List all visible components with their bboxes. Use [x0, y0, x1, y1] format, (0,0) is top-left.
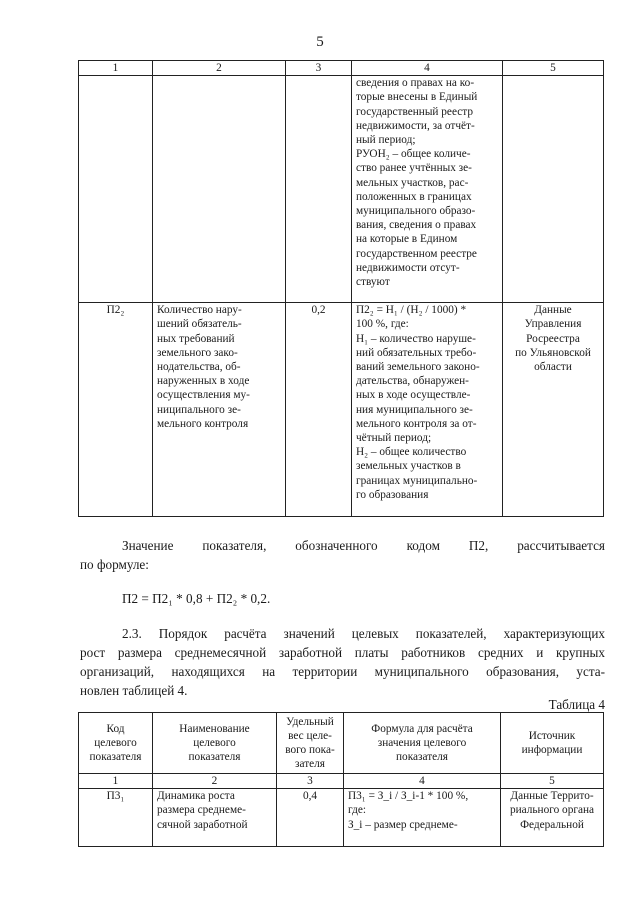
column-number: 2	[153, 61, 286, 76]
indicator-name: Количество нару- шений обязатель- ных требований земельного зако- нодательства, об- наруженных в ходе осуществления му- ниципального зе- мельного контроля	[153, 303, 286, 517]
indicator-code: П3₁	[79, 789, 153, 847]
column-number: 3	[286, 61, 352, 76]
paragraph-section-2-3: новлен таблицей 4.	[80, 683, 188, 698]
paragraph-formula-intro: Значение показателя, обозначенного кодом П2, рассчитывается	[122, 538, 605, 553]
formula-cell: П2₂ = Н₁ / (Н₂ / 1000) * 100 %, где: Н₁ – количество наруше- ний обязательных требо- ваний земельного законо- дательства, обнаружен- ных в ходе осуществле- ния муниципального зе- мельного контроля за от- чётный период; Н₂ – общее количество земельных участков в границах муниципально- го образования	[352, 303, 503, 517]
column-number: 4	[344, 774, 501, 789]
table-row	[79, 76, 604, 303]
indicator-weight: 0,4	[277, 789, 344, 847]
header-weight: Удельный вес целе- вого пока- зателя	[277, 713, 344, 774]
column-number: 4	[352, 61, 503, 76]
table-caption: Таблица 4	[548, 697, 605, 712]
indicator-table-continued	[78, 60, 604, 517]
paragraph-formula-intro-cont: по формуле:	[80, 557, 149, 572]
paragraph-section-2-3: организаций, находящихся на территории муниципального образования, уста-	[80, 664, 605, 679]
indicator-weight: 0,2	[286, 303, 352, 517]
indicator-code: П2₂	[79, 303, 153, 517]
column-number: 5	[501, 774, 604, 789]
formula-cell: сведения о правах на ко- торые внесены в Единый государственный реестр недвижимости, за отчёт- ный период; РУОН₂ – общее количе- ство ранее учтённых зе- мельных участков, рас- положенных в границах муниципального образо- вания, сведения о правах на которые в Едином государственном реестре недвижимости отсут- ствуют	[352, 76, 503, 303]
column-number: 1	[79, 774, 153, 789]
paragraph-section-2-3: 2.3. Порядок расчёта значений целевых показателей, характеризующих	[122, 626, 605, 641]
header-code: Код целевого показателя	[79, 713, 153, 774]
table-number-row	[79, 774, 604, 789]
indicator-name: Динамика роста размера среднеме- сячной заработной	[153, 789, 277, 847]
header-source: Источник информации	[501, 713, 604, 774]
column-number: 2	[153, 774, 277, 789]
paragraph-section-2-3: рост размера среднемесячной заработной платы работников средних и крупных	[80, 645, 605, 660]
table-row	[79, 789, 604, 847]
table-row	[79, 303, 604, 517]
information-source: Данные Управления Росреестра по Ульяновской области	[503, 303, 604, 517]
header-name: Наименование целевого показателя	[153, 713, 277, 774]
header-formula: Формула для расчёта значения целевого показателя	[344, 713, 501, 774]
column-number: 5	[503, 61, 604, 76]
formula-line: П2 = П2₁ * 0,8 + П2₂ * 0,2.	[122, 591, 271, 606]
page-number: 5	[316, 34, 324, 50]
formula-cell: П3₁ = З_i / З_i-1 * 100 %, где: З_i – размер среднеме-	[344, 789, 501, 847]
indicator-table-4	[78, 712, 604, 847]
table-header-row	[79, 61, 604, 76]
information-source: Данные Террито- риального органа Федеральной	[501, 789, 604, 847]
table-header-row	[79, 713, 604, 774]
column-number: 3	[277, 774, 344, 789]
column-number: 1	[79, 61, 153, 76]
